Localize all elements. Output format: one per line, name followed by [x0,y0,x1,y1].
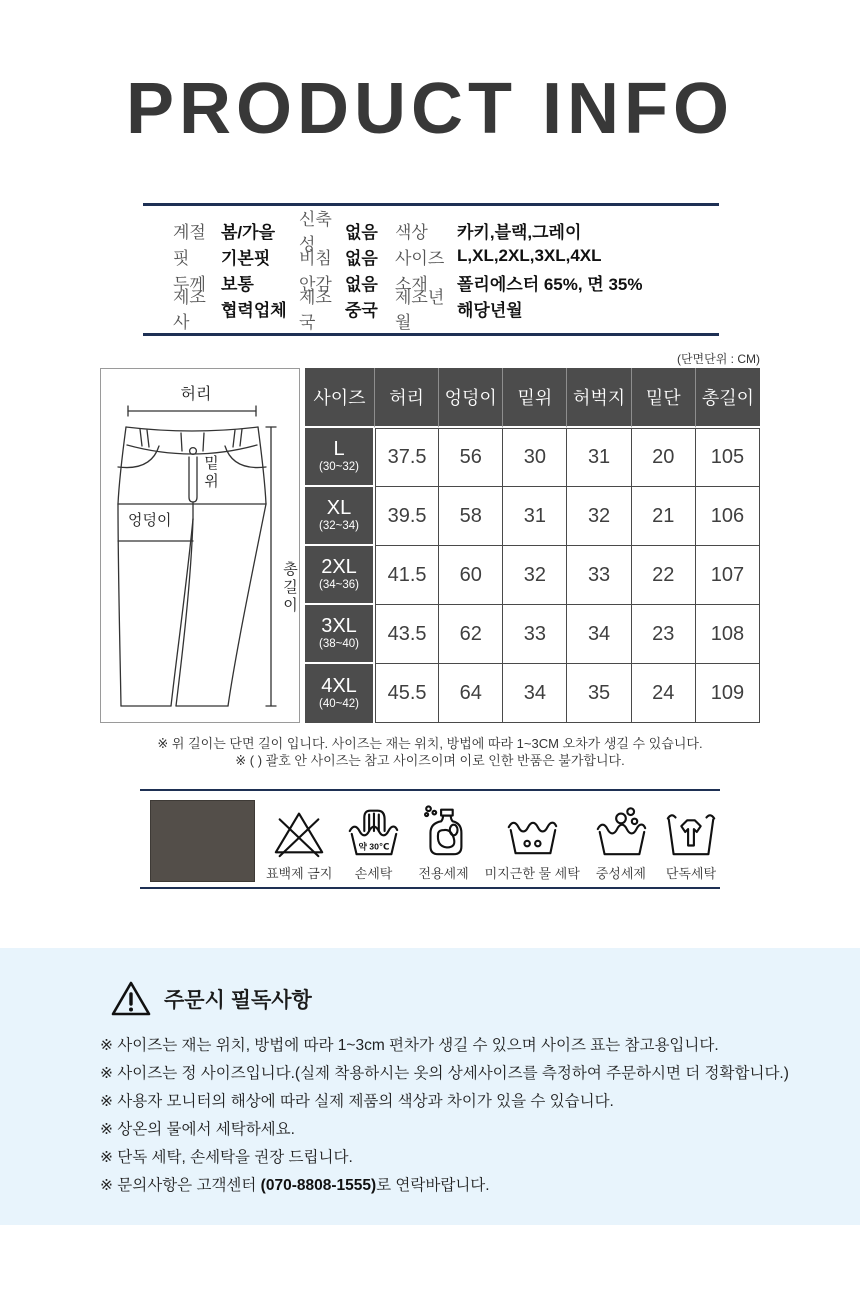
care-instructions [266,798,720,882]
care-label: 표백제 금지 [266,866,333,881]
spec-row [143,243,719,269]
spec-value: 없음 [345,222,378,242]
care-label: 미지근한 물 세탁 [484,866,580,881]
size-cell: 45.5 [375,664,439,723]
size-cell: 35 [567,664,631,723]
size-cell: 21 [632,487,696,546]
size-cell: 23 [632,605,696,664]
care-label: 손세탁 [354,866,393,881]
spec-label: 두께 [173,274,206,294]
spec-value: 봄/가을 [221,222,275,242]
size-cell: 31 [503,487,567,546]
size-cell: 41.5 [375,546,439,605]
size-cell: 109 [696,664,760,723]
phone-number: (070-8808-1555) [260,1177,377,1194]
spec-label: 색상 [395,222,428,242]
spec-label: 신축성 [299,210,332,254]
spec-value: 해당년월 [457,300,523,320]
spec-value: 카키,블랙,그레이 [457,222,582,242]
size-name: 3XL [321,615,357,638]
size-cell: 32 [503,546,567,605]
lukewarm-water-icon [503,802,561,860]
hip-label: 엉덩이 [128,512,172,529]
care-label: 전용세제 [418,866,469,881]
notice-line: ※ 사용자 모니터의 해상에 따라 실제 제품의 색상과 차이가 있을 수 있습니다. [100,1093,614,1110]
size-row-label [305,428,375,487]
size-cell: 58 [439,487,503,546]
size-table-header: 허벅지 [567,368,631,428]
size-table [305,368,760,723]
spec-value: 보통 [221,274,254,294]
size-range: (40~42) [319,698,359,711]
size-cell: 20 [632,428,696,487]
product-spec-table [143,203,719,336]
size-row-label [305,487,375,546]
care-label: 중성세제 [595,866,646,881]
size-cell: 62 [439,605,503,664]
spec-value: 폴리에스터 65%, 면 35% [457,274,643,294]
footnote-line: ※ ( ) 괄호 안 사이즈는 참고 사이즈이며 이로 인한 반품은 불가합니다. [235,753,625,768]
hand-wash-icon [344,802,402,860]
size-name: 2XL [321,556,357,579]
spec-label: 제조사 [173,288,206,332]
page-title: PRODUCT INFO [126,69,734,149]
contact-prefix: ※ 문의사항은 고객센터 [100,1177,261,1194]
size-cell: 56 [439,428,503,487]
notice-line: ※ 상온의 물에서 세탁하세요. [100,1121,295,1138]
total-length-label: 총길이 [281,561,298,615]
care-item [662,802,720,882]
rise-label: 밑위 [202,455,219,491]
pants-outline-icon [101,369,299,722]
footnote-line: ※ 위 길이는 단면 길이 입니다. 사이즈는 재는 위치, 방법에 따라 1~3CM 오차가 생길 수 있습니다. [157,736,703,751]
size-name: 4XL [321,675,357,698]
spec-row [143,210,719,254]
notice-line: ※ 사이즈는 정 사이즈입니다.(실제 착용하시는 옷의 상세사이즈를 측정하여 주문하시면 더 정확합니다.) [100,1065,789,1082]
spec-label: 제조년월 [395,288,445,332]
size-cell: 64 [439,664,503,723]
neutral-detergent-icon [592,802,650,860]
unit-note: (단면단위 : CM) [676,352,760,366]
order-notice-section [0,948,860,1225]
size-table-header: 밑단 [632,368,696,428]
care-label: 단독세탁 [665,866,717,881]
size-table-header: 사이즈 [305,368,375,428]
size-name: XL [326,497,352,520]
size-cell: 34 [503,664,567,723]
size-row-label [305,605,375,664]
spec-label: 비침 [299,248,332,268]
size-row-label [305,546,375,605]
size-cell: 60 [439,546,503,605]
size-range: (34~36) [319,579,359,592]
spec-label: 안감 [299,274,332,294]
contact-suffix: 로 연락바랍니다. [376,1177,490,1194]
size-footnotes [0,735,860,769]
size-row-label [305,664,375,723]
care-item [266,802,332,882]
size-cell: 39.5 [375,487,439,546]
size-name: L [333,438,345,461]
fabric-swatch [150,800,255,882]
size-cell: 34 [567,605,631,664]
warning-icon [110,980,152,1018]
notice-line: ※ 단독 세탁, 손세탁을 권장 드립니다. [100,1149,353,1166]
size-cell: 107 [696,546,760,605]
size-cell: 108 [696,605,760,664]
size-range: (38~40) [319,638,359,651]
spec-value: 중국 [345,300,378,320]
size-cell: 24 [632,664,696,723]
size-cell: 43.5 [375,605,439,664]
waist-label: 허리 [180,386,212,403]
spec-label: 제조국 [299,288,332,332]
spec-label: 소재 [395,274,428,294]
notice-list [100,1032,789,1200]
care-item [415,802,473,882]
size-table-header: 엉덩이 [439,368,503,428]
notice-line: ※ 사이즈는 재는 위치, 방법에 따라 1~3cm 편차가 생길 수 있으며 사이즈 표는 참고용입니다. [100,1037,719,1054]
care-item [344,802,402,882]
care-item [592,802,650,882]
size-diagram [100,368,300,723]
size-cell: 22 [632,546,696,605]
size-cell: 106 [696,487,760,546]
detergent-icon [415,802,473,860]
size-cell: 33 [567,546,631,605]
size-table-header: 허리 [375,368,439,428]
size-table-header: 밑위 [503,368,567,428]
size-table-header: 총길이 [696,368,760,428]
divider-line [140,887,720,889]
spec-value: 없음 [345,248,378,268]
size-cell: 33 [503,605,567,664]
spec-label: 사이즈 [395,248,445,268]
size-range: (32~34) [319,520,359,533]
size-cell: 105 [696,428,760,487]
notice-heading: 주문시 필독사항 [164,989,312,1012]
spec-label: 계절 [173,222,206,242]
spec-row [143,288,719,332]
notice-line-contact [100,1172,789,1200]
no-bleach-icon [270,802,328,860]
divider-line [140,789,720,791]
size-cell: 37.5 [375,428,439,487]
size-cell: 32 [567,487,631,546]
spec-value: 협력업체 [221,300,287,320]
hand-wash-temp: 약 30℃ [358,841,390,852]
spec-value: 없음 [345,274,378,294]
size-cell: 31 [567,428,631,487]
notice-header [110,980,312,1018]
care-item [485,802,580,882]
size-cell: 30 [503,428,567,487]
size-range: (30~32) [319,461,359,474]
spec-value: 기본핏 [221,248,271,268]
separate-wash-icon [662,802,720,860]
spec-value: L,XL,2XL,3XL,4XL [457,246,602,265]
spec-label: 핏 [173,248,190,268]
